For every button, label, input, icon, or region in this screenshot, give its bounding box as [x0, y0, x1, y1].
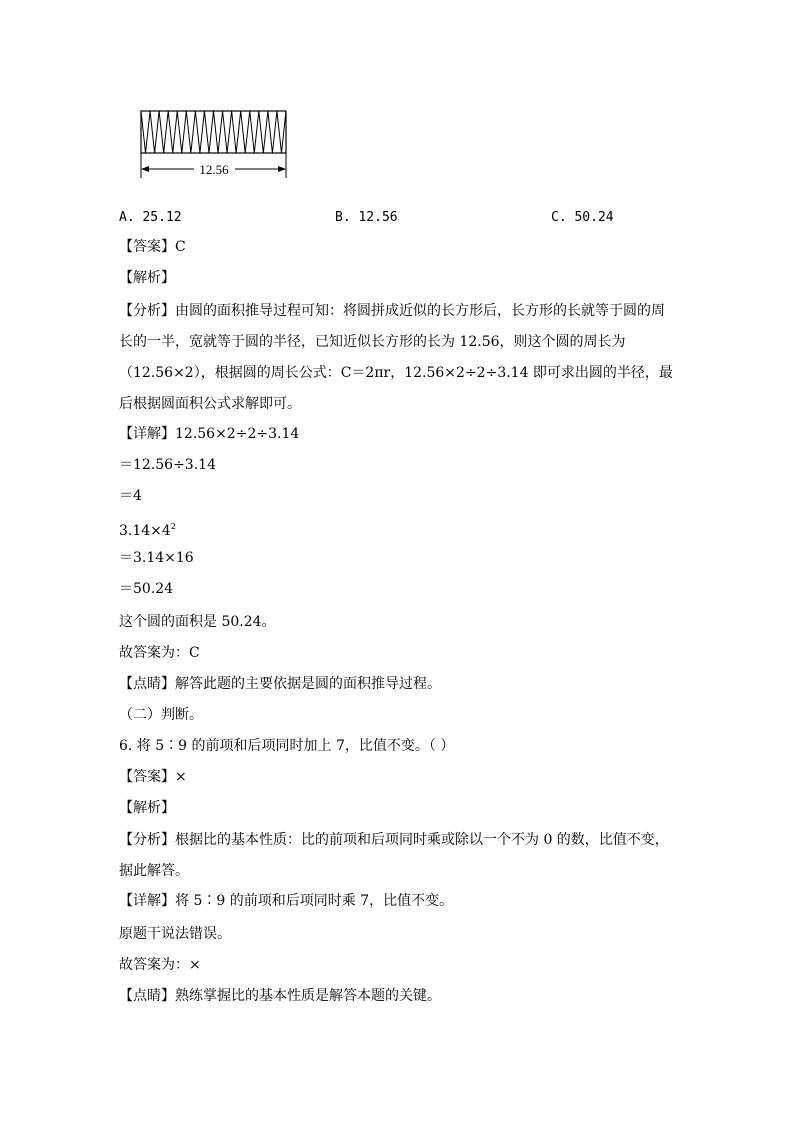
- q5-analysis: [119, 296, 671, 420]
- q5-analysis-line: 后根据圆面积公式求解即可。: [119, 396, 301, 412]
- q5-comment: 【点睛】解答此题的主要依据是圆的面积推导过程。: [119, 676, 441, 692]
- option-b: B. 12.56: [335, 210, 398, 225]
- q6-answer: 【答案】×: [119, 769, 187, 785]
- q5-analysis-line: （12.56×2），根据圆的周长公式：C＝2πr，12.56×2÷2÷3.14 即可求出圆的半径，最: [119, 365, 673, 381]
- q5-step-4: ＝3.14×16: [119, 550, 194, 566]
- sector-zigzag: [141, 111, 286, 153]
- q6-analysis-heading: 【解析】: [119, 800, 175, 816]
- q6-analysis-line: 【分析】根据比的基本性质：比的前项和后项同时乘或除以一个不为 0 的数，比值不变，: [119, 832, 669, 848]
- q5-final-answer: 故答案为：C: [119, 645, 200, 661]
- q5-conclusion: 这个圆的面积是 50.24。: [119, 614, 276, 630]
- q5-detail: 【详解】12.56×2÷2÷3.14: [119, 426, 300, 442]
- q6-analysis: [119, 825, 671, 887]
- q6-comment: 【点睛】熟练掌握比的基本性质是解答本题的关键。: [119, 988, 441, 1004]
- q5-step-5: ＝50.24: [119, 581, 174, 597]
- q5-step-1: ＝12.56÷3.14: [119, 457, 216, 473]
- q6-judgement: 原题干说法错误。: [119, 926, 231, 942]
- q5-analysis-line: 【分析】由圆的面积推导过程可知：将圆拼成近似的长方形后，长方形的长就等于圆的周: [119, 303, 665, 319]
- q5-answer: 【答案】C: [119, 239, 186, 255]
- q5-step-3-exponent: 2: [170, 522, 176, 531]
- cut-circle-diagram: [138, 108, 292, 182]
- q5-analysis-line: 长的一半，宽就等于圆的半径，已知近似长方形的长为 12.56，则这个圆的周长为: [119, 334, 626, 350]
- q5-analysis-heading: 【解析】: [119, 270, 175, 286]
- option-a: A. 25.12: [119, 210, 182, 225]
- length-label: 12.56: [199, 162, 229, 177]
- q6-analysis-line: 据此解答。: [119, 863, 189, 879]
- q6-detail: 【详解】将 5∶9 的前项和后项同时乘 7，比值不变。: [119, 893, 454, 909]
- q6-final-answer: 故答案为：×: [119, 957, 201, 973]
- q6-question: 6. 将 5∶9 的前项和后项同时加上 7，比值不变。（ ）: [119, 738, 455, 754]
- q5-step-3-base: 3.14×4: [119, 523, 171, 539]
- q5-step-2: ＝4: [119, 488, 142, 504]
- q5-step-3: [119, 517, 176, 541]
- option-c: C. 50.24: [551, 210, 614, 225]
- section-title: （二）判断。: [119, 707, 203, 723]
- parallelogram-figure: [138, 108, 292, 182]
